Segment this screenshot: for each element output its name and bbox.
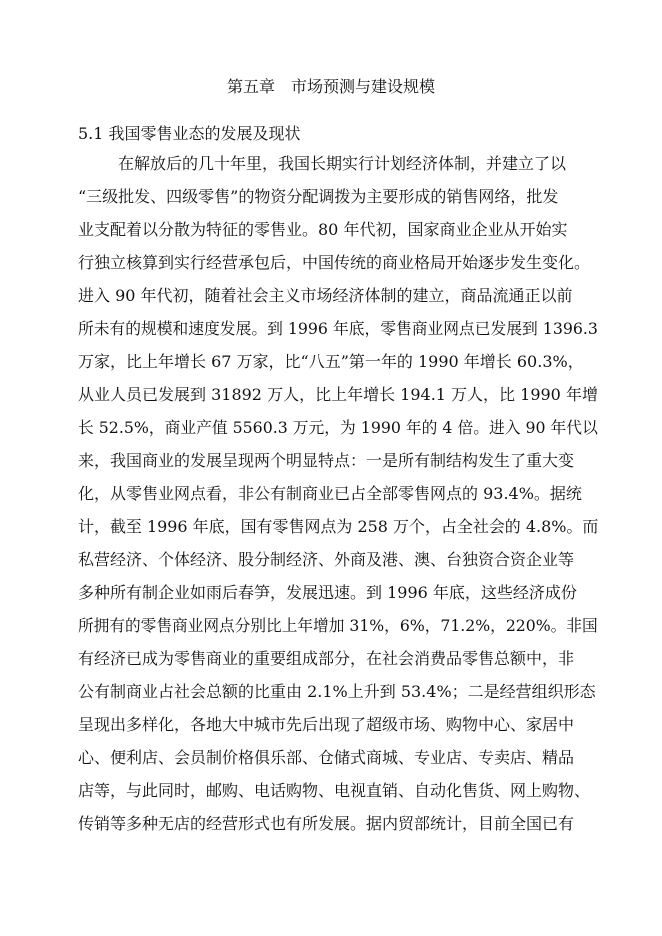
paragraph-line: 长 52.5%，商业产值 5560.3 万元，为 1990 年的 4 倍。进入 90 年代以 bbox=[78, 418, 598, 437]
paragraph-line: 行独立核算到实行经营承包后，中国传统的商业格局开始逐步发生变化。 bbox=[78, 253, 591, 272]
paragraph-line: 进入 90 年代初，随着社会主义市场经济体制的建立，商品流通正以前 bbox=[78, 286, 573, 305]
paragraph-line: “三级批发、四级零售”的物资分配调拨为主要形成的销售网络，批发 bbox=[78, 187, 559, 206]
paragraph-line: 从业人员已发展到 31892 万人，比上年增长 194.1 万人，比 1990 年增 bbox=[78, 385, 598, 404]
paragraph-line: 化，从零售业网点看，非公有制商业已占全部零售网点的 93.4%。据统 bbox=[78, 484, 582, 503]
paragraph-line: 传销等多种无店的经营形式也有所发展。据内贸部统计，目前全国已有 bbox=[78, 814, 575, 833]
paragraph-line: 所未有的规模和速度发展。到 1996 年底，零售商业网点已发展到 1396.3 bbox=[78, 319, 598, 338]
paragraph-line: 计，截至 1996 年底，国有零售网点为 258 万个，占全社会的 4.8%。而 bbox=[78, 517, 599, 536]
paragraph-line: 万家，比上年增长 67 万家，比“八五”第一年的 1990 年增长 60.3%， bbox=[78, 352, 584, 371]
paragraph-line: 多种所有制企业如雨后春笋，发展迅速。到 1996 年底，这些经济成份 bbox=[78, 583, 577, 602]
paragraph-line: 所拥有的零售商业网点分别比上年增加 31%，6%，71.2%，220%。非国 bbox=[78, 616, 598, 635]
paragraph-line: 在解放后的几十年里，我国长期实行计划经济体制，并建立了以 bbox=[118, 154, 567, 173]
paragraph-line: 呈现出多样化，各地大中城市先后出现了超级市场、购物中心、家居中 bbox=[78, 715, 575, 734]
section-heading: 5.1 我国零售业态的发展及现状 bbox=[78, 124, 301, 143]
paragraph-line: 公有制商业占社会总额的比重由 2.1%上升到 53.4%；二是经营组织形态 bbox=[78, 682, 596, 701]
paragraph-line: 业支配着以分散为特征的零售业。80 年代初，国家商业企业从开始实 bbox=[78, 220, 568, 239]
paragraph-line: 来，我国商业的发展呈现两个明显特点：一是所有制结构发生了重大变 bbox=[78, 451, 575, 470]
paragraph-line: 私营经济、个体经济、股分制经济、外商及港、澳、台独资合资企业等 bbox=[78, 550, 575, 569]
paragraph-line: 有经济已成为零售商业的重要组成部分，在社会消费品零售总额中，非 bbox=[78, 649, 575, 668]
paragraph-line: 心、便利店、会员制价格俱乐部、仓储式商城、专业店、专卖店、精品 bbox=[78, 748, 575, 767]
chapter-title: 第五章 市场预测与建设规模 bbox=[226, 77, 435, 96]
paragraph-line: 店等，与此同时，邮购、电话购物、电视直销、自动化售货、网上购物、 bbox=[78, 781, 591, 800]
